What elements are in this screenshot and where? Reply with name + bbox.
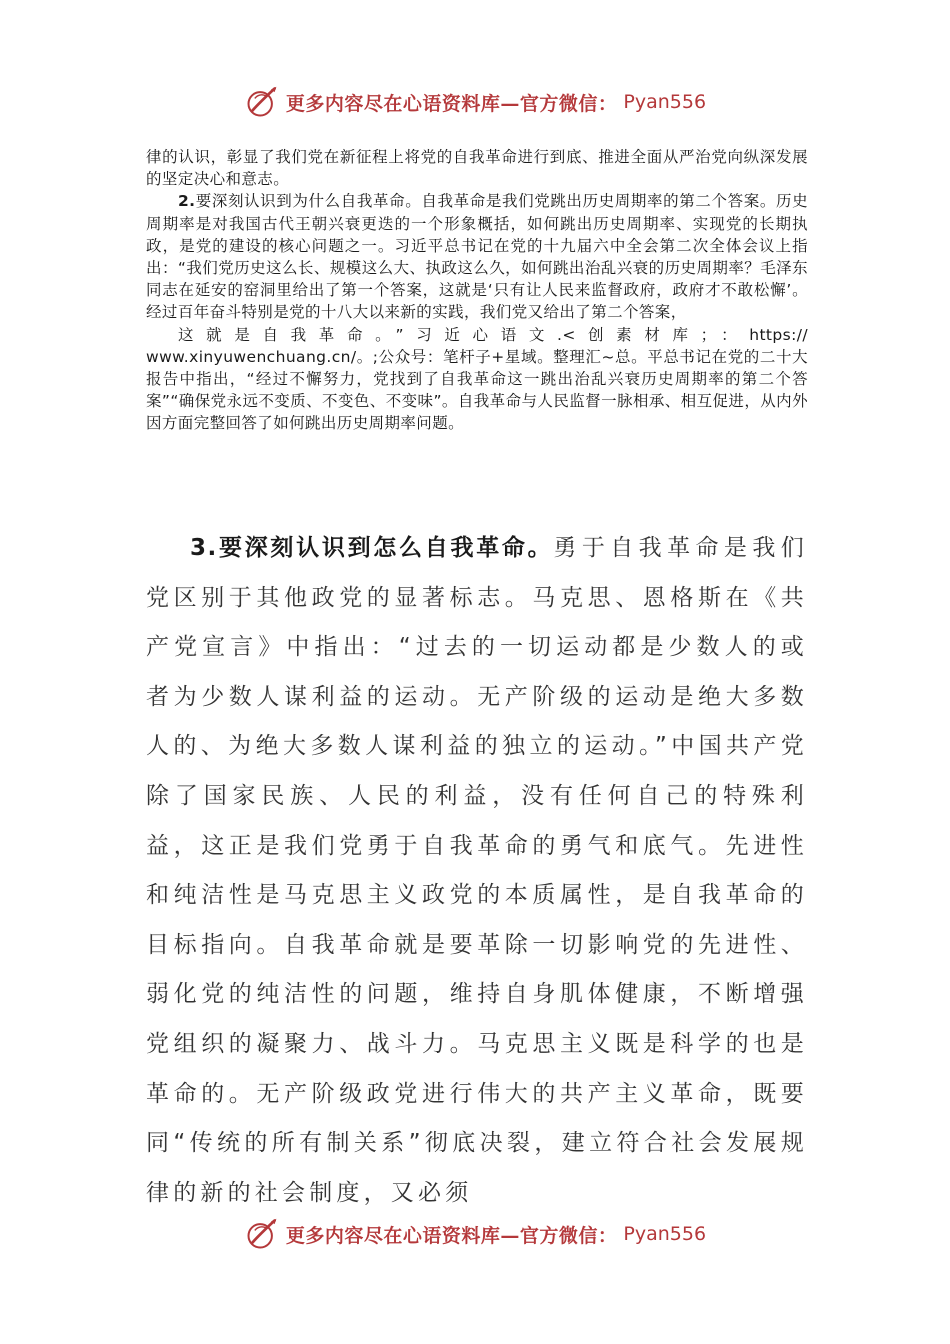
section-3-heading: 3.要深刻认识到怎么自我革命。 (190, 535, 554, 561)
banner-text: 更多内容尽在心语资料库—官方微信： (285, 1224, 618, 1247)
pen-logo-icon (244, 84, 280, 120)
paragraph-2-number: 2. (178, 192, 196, 211)
banner-wechat-id: Pyan556 (623, 91, 707, 113)
paragraph-2 (146, 190, 808, 434)
banner-text: 更多内容尽在心语资料库—官方微信： (285, 92, 618, 115)
section-3-paragraph (146, 524, 808, 1218)
footer-watermark-banner (0, 1214, 950, 1254)
pen-logo-icon (244, 1216, 280, 1252)
paragraph-2-continuation: www.xinyuwenchuang.cn/。;公众号：笔杆子+星域。整理汇~总。平总书记在党的二十大报告中指出，“经过不懈努力，党找到了自我革命这一跳出治乱兴衰历史周期率的第二个答案”“确保党永远不变质、不变色、不变味”。自我革命与人民监督一脉相承、相互促进，从内外因方面完整回答了如何跳出历史周期率问题。 (146, 347, 808, 433)
banner-wechat-id: Pyan556 (623, 1223, 707, 1245)
small-text-block (146, 146, 808, 435)
paragraph-2-text: 要深刻认识到为什么自我革命。自我革命是我们党跳出历史周期率的第二个答案。历史周期率是对我国古代王朝兴衰更迭的一个形象概括，如何跳出历史周期率、实现党的长期执政，是党的建设的核心问题之一。习近平总书记在党的十九届六中全会第二次全体会议上指出：“我们党历史这么长、规模这么大、执政这么久，如何跳出治乱兴衰的历史周期率？毛泽东同志在延安的窑洞里给出了第一个答案，这就是‘只有让人民来监督政府，政府才不敢松懈’。经过百年奋斗特别是党的十八大以来新的实践，我们党又给出了第二个答案， (146, 192, 808, 322)
section-3-body: 勇于自我革命是我们党区别于其他政党的显著标志。马克思、恩格斯在《共产党宣言》中指出：“过去的一切运动都是少数人的或者为少数人谋利益的运动。无产阶级的运动是绝大多数人的、为绝大多数人谋利益的独立的运动。”中国共产党除了国家民族、人民的利益，没有任何自己的特殊利益，这正是我们党勇于自我革命的勇气和底气。先进性和纯洁性是马克思主义政党的本质属性，是自我革命的目标指向。自我革命就是要革除一切影响党的先进性、弱化党的纯洁性的问题，维持自身肌体健康，不断增强党组织的凝聚力、战斗力。马克思主义既是科学的也是革命的。无产阶级政党进行伟大的共产主义革命，既要同“传统的所有制关系”彻底决裂，建立符合社会发展规律的新的社会制度，又必须 (146, 535, 808, 1206)
header-watermark-banner (0, 82, 950, 122)
paragraph-1: 律的认识，彰显了我们党在新征程上将党的自我革命进行到底、推进全面从严治党向纵深发展的坚定决心和意志。 (146, 148, 808, 189)
paragraph-2-citation-line: 这就是自我革命。”习近心语文.<创素材库；：https:// (178, 325, 808, 344)
